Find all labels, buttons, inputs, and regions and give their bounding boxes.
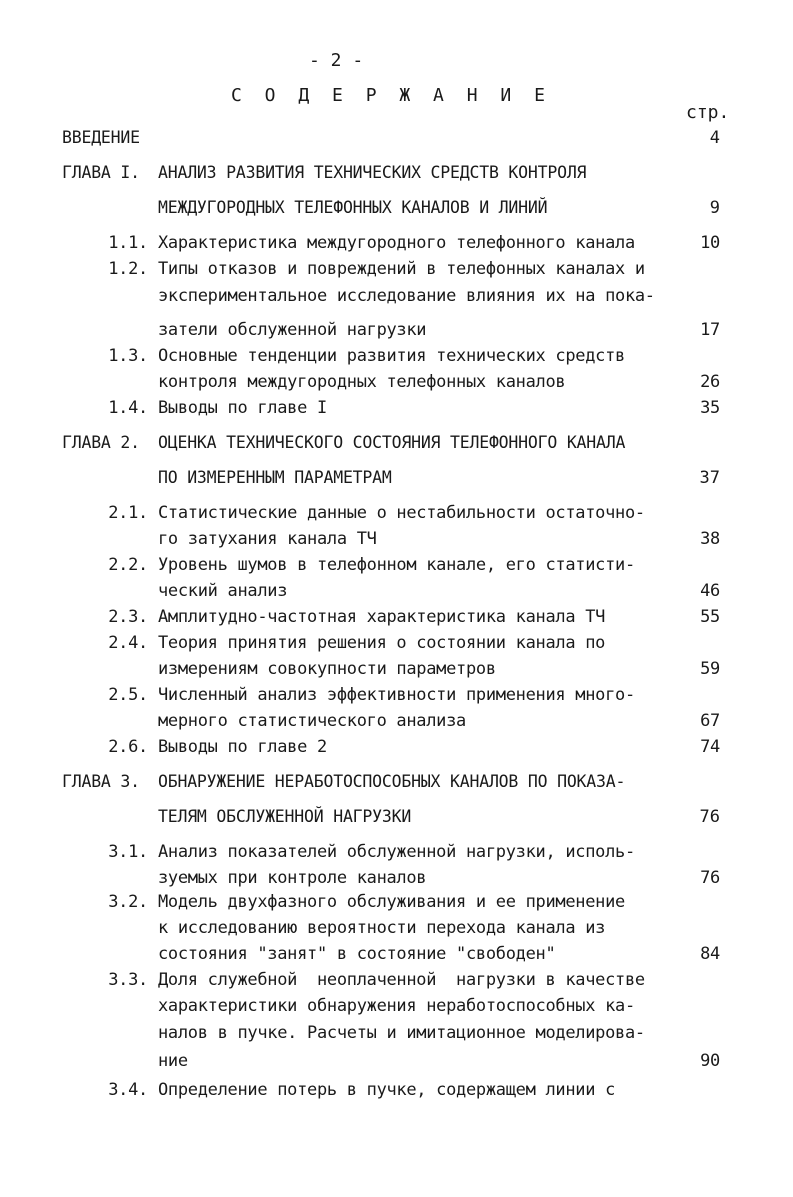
section-page: 10 — [700, 233, 720, 253]
section-number: 2.6. — [108, 737, 148, 757]
chapter-label: ГЛАВА I. — [62, 163, 140, 182]
chapter-page: 37 — [699, 468, 720, 488]
section-number: 3.3. — [108, 970, 148, 990]
section-title-line: Амплитудно-частотная характеристика канала ТЧ — [158, 607, 606, 627]
section-title-line: Анализ показателей обслуженной нагрузки, исполь- — [158, 842, 635, 862]
section-number: 2.2. — [108, 555, 148, 575]
section-title-line: ческий анализ — [158, 581, 288, 601]
section-title-line: контроля междугородных телефонных каналов — [158, 372, 566, 392]
section-page: 84 — [700, 944, 720, 964]
section-number: 1.2. — [108, 259, 148, 279]
section-title-line: состояния "занят" в состояние "свободен" — [158, 944, 556, 964]
section-number: 2.4. — [108, 633, 148, 653]
section-title-line: налов в пучке. Расчеты и имитационное моделирова- — [158, 1023, 645, 1043]
chapter-page: 9 — [709, 198, 720, 218]
section-page: 76 — [700, 868, 720, 888]
section-page: 55 — [700, 607, 720, 627]
page-column-label: стр. — [686, 102, 730, 123]
section-page: 90 — [700, 1051, 720, 1071]
section-page: 46 — [700, 581, 720, 601]
section-number: 2.1. — [108, 503, 148, 523]
section-title-line: Определение потерь в пучке, содержащем линии с — [158, 1080, 616, 1100]
section-title-line: го затухания канала ТЧ — [158, 529, 377, 549]
section-title-line: Доля служебной неоплаченной нагрузки в качестве — [158, 970, 645, 990]
section-title-line: Характеристика междугородного телефонного канала — [158, 233, 635, 253]
chapter-label: ГЛАВА 3. — [62, 772, 140, 791]
section-number: 1.3. — [108, 346, 148, 366]
section-number: 1.1. — [108, 233, 148, 253]
chapter-title-line: ОБНАРУЖЕНИЕ НЕРАБОТОСПОСОБНЫХ КАНАЛОВ ПО ПОКАЗА- — [158, 772, 626, 791]
section-title-line: Модель двухфазного обслуживания и ее применение — [158, 892, 625, 912]
section-title-line: Численный анализ эффективности применения много- — [158, 685, 635, 705]
section-title-line: Основные тенденции развития технических средств — [158, 346, 625, 366]
section-page: 38 — [700, 529, 720, 549]
section-title-line: Статистические данные о нестабильности остаточно- — [158, 503, 645, 523]
section-title-line: Типы отказов и повреждений в телефонных каналах и — [158, 259, 645, 279]
section-title-line: Выводы по главе 2 — [158, 737, 327, 757]
chapter-title-line: ПО ИЗМЕРЕННЫМ ПАРАМЕТРАМ — [158, 468, 392, 487]
intro-page: 4 — [709, 128, 720, 148]
toc-title: С О Д Е Р Ж А Н И Е — [231, 85, 551, 106]
chapter-title-line: ТЕЛЯМ ОБСЛУЖЕННОЙ НАГРУЗКИ — [158, 807, 412, 826]
section-page: 74 — [700, 737, 720, 757]
section-title-line: к исследованию вероятности перехода канала из — [158, 918, 606, 938]
section-number: 1.4. — [108, 398, 148, 418]
chapter-title-line: АНАЛИЗ РАЗВИТИЯ ТЕХНИЧЕСКИХ СРЕДСТВ КОНТРОЛЯ — [158, 163, 587, 182]
section-title-line: Уровень шумов в телефонном канале, его статисти- — [158, 555, 635, 575]
section-page: 67 — [700, 711, 720, 731]
section-title-line: Теория принятия решения о состоянии канала по — [158, 633, 606, 653]
intro-label: ВВЕДЕНИЕ — [62, 128, 140, 147]
chapter-label: ГЛАВА 2. — [62, 433, 140, 452]
section-title-line: затели обслуженной нагрузки — [158, 320, 427, 340]
section-title-line: экспериментальное исследование влияния их на пока- — [158, 286, 655, 306]
section-title-line: мерного статистического анализа — [158, 711, 466, 731]
page-number: - 2 - — [309, 50, 364, 71]
section-number: 2.5. — [108, 685, 148, 705]
section-title-line: зуемых при контроле каналов — [158, 868, 427, 888]
chapter-page: 76 — [699, 807, 720, 827]
chapter-title-line: МЕЖДУГОРОДНЫХ ТЕЛЕФОННЫХ КАНАЛОВ И ЛИНИЙ — [158, 198, 548, 217]
section-number: 3.4. — [108, 1080, 148, 1100]
section-number: 3.2. — [108, 892, 148, 912]
section-page: 17 — [700, 320, 720, 340]
section-title-line: характеристики обнаружения неработоспособных ка- — [158, 996, 635, 1016]
section-number: 2.3. — [108, 607, 148, 627]
section-title-line: измерениям совокупности параметров — [158, 659, 496, 679]
section-page: 26 — [700, 372, 720, 392]
section-title-line: Выводы по главе I — [158, 398, 327, 418]
section-number: 3.1. — [108, 842, 148, 862]
chapter-title-line: ОЦЕНКА ТЕХНИЧЕСКОГО СОСТОЯНИЯ ТЕЛЕФОННОГО КАНАЛА — [158, 433, 626, 452]
section-title-line: ние — [158, 1051, 188, 1071]
section-page: 35 — [700, 398, 720, 418]
section-page: 59 — [700, 659, 720, 679]
